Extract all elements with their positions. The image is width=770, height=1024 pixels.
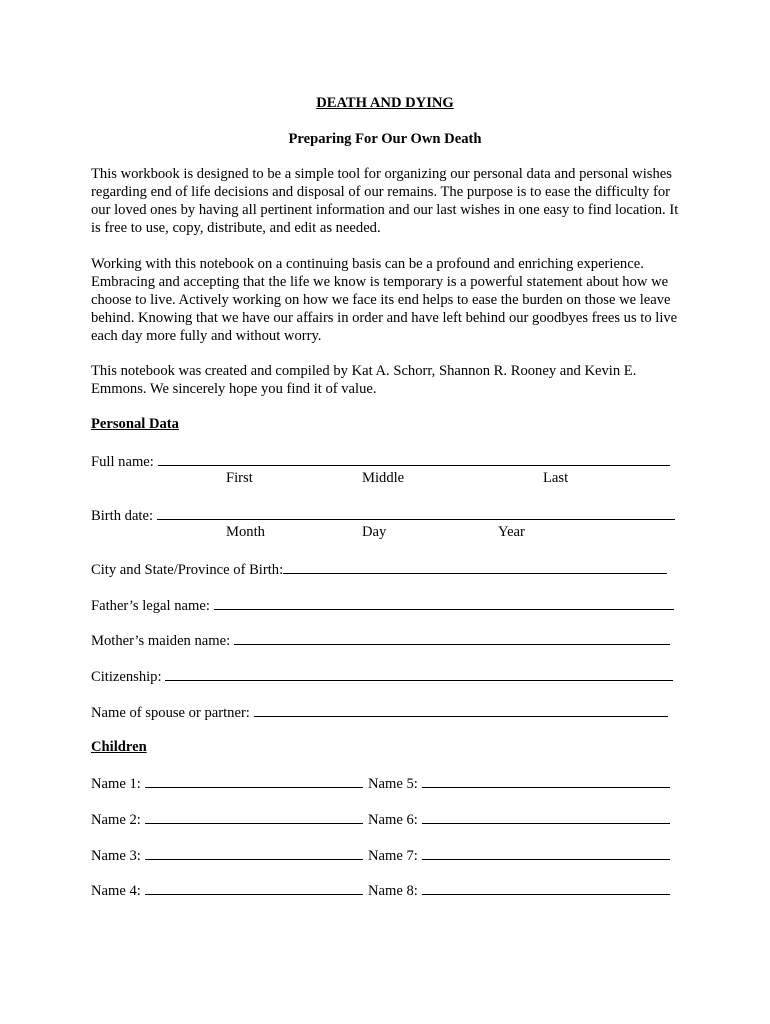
spouse-name-label: Name of spouse or partner: (91, 705, 250, 721)
child-name-6-input-line[interactable] (422, 809, 670, 824)
child-name-6-label: Name 6: (368, 812, 418, 828)
citizenship-label: Citizenship: (91, 669, 162, 685)
spouse-name-input-line[interactable] (254, 702, 668, 717)
child-name-2-field (91, 809, 363, 829)
mother-name-input-line[interactable] (234, 630, 670, 645)
full-name-middle-label: Middle (362, 470, 405, 486)
child-name-3-input-line[interactable] (145, 845, 363, 860)
credits-paragraph: This notebook was created and compiled by Kat A. Schorr, Shannon R. Rooney and Kevin E. Emmons. We sincerely hope you find it of value. (91, 363, 637, 397)
birthplace-label: City and State/Province of Birth: (91, 562, 284, 578)
child-name-6-field (368, 809, 670, 829)
child-name-4-label: Name 4: (91, 883, 141, 899)
birth-date-year-label: Year (498, 524, 525, 540)
birth-date-field (91, 505, 675, 525)
full-name-field (91, 451, 670, 471)
child-name-1-label: Name 1: (91, 776, 141, 792)
father-name-label: Father’s legal name: (91, 598, 210, 614)
child-name-4-input-line[interactable] (145, 880, 363, 895)
mother-name-label: Mother’s maiden name: (91, 633, 231, 649)
child-name-7-field (368, 845, 670, 865)
father-name-input-line[interactable] (214, 595, 674, 610)
child-name-5-field (368, 773, 670, 793)
child-name-3-label: Name 3: (91, 848, 141, 864)
spouse-name-field (91, 702, 668, 722)
citizenship-field (91, 666, 673, 686)
full-name-label: Full name: (91, 454, 154, 470)
child-name-5-input-line[interactable] (422, 773, 670, 788)
child-name-8-input-line[interactable] (422, 880, 670, 895)
document-title: DEATH AND DYING (316, 95, 454, 111)
child-name-8-field (368, 880, 670, 900)
intro-paragraph: This workbook is designed to be a simple tool for organizing our personal data and personal wishes regarding end of life decisions and disposal of our remains. The purpose is to ease the difficulty for our loved ones by having all pertinent information and our last wishes in one easy to find location. It is free to use, copy, distribute, and edit as needed. (91, 166, 679, 236)
child-name-8-label: Name 8: (368, 883, 418, 899)
child-name-2-input-line[interactable] (145, 809, 363, 824)
child-name-7-input-line[interactable] (422, 845, 670, 860)
child-name-5-label: Name 5: (368, 776, 418, 792)
father-name-field (91, 595, 674, 615)
child-name-4-field (91, 880, 363, 900)
full-name-first-label: First (226, 470, 253, 486)
mother-name-field (91, 630, 670, 650)
citizenship-input-line[interactable] (165, 666, 673, 681)
child-name-7-label: Name 7: (368, 848, 418, 864)
birthplace-field (91, 559, 667, 579)
child-name-3-field (91, 845, 363, 865)
personal-data-heading: Personal Data (91, 416, 179, 432)
birth-date-input-line[interactable] (157, 505, 675, 520)
document-subtitle: Preparing For Our Own Death (288, 131, 482, 147)
birth-date-label: Birth date: (91, 508, 154, 524)
full-name-input-line[interactable] (158, 451, 670, 466)
child-name-1-input-line[interactable] (145, 773, 363, 788)
child-name-1-field (91, 773, 363, 793)
purpose-paragraph: Working with this notebook on a continuing basis can be a profound and enriching experience. Embracing and accepting that the life we know is temporary is a powerful statement about how we choose to live. Actively working on how we face its end helps to ease the burden on those we leave behind. Knowing that we have our affairs in order and have left behind our goodbyes frees us to live each day more fully and without worry. (91, 256, 678, 344)
birthplace-input-line[interactable] (283, 559, 667, 574)
child-name-2-label: Name 2: (91, 812, 141, 828)
birth-date-month-label: Month (226, 524, 265, 540)
birth-date-day-label: Day (362, 524, 387, 540)
children-heading: Children (91, 739, 147, 755)
full-name-last-label: Last (543, 470, 569, 486)
